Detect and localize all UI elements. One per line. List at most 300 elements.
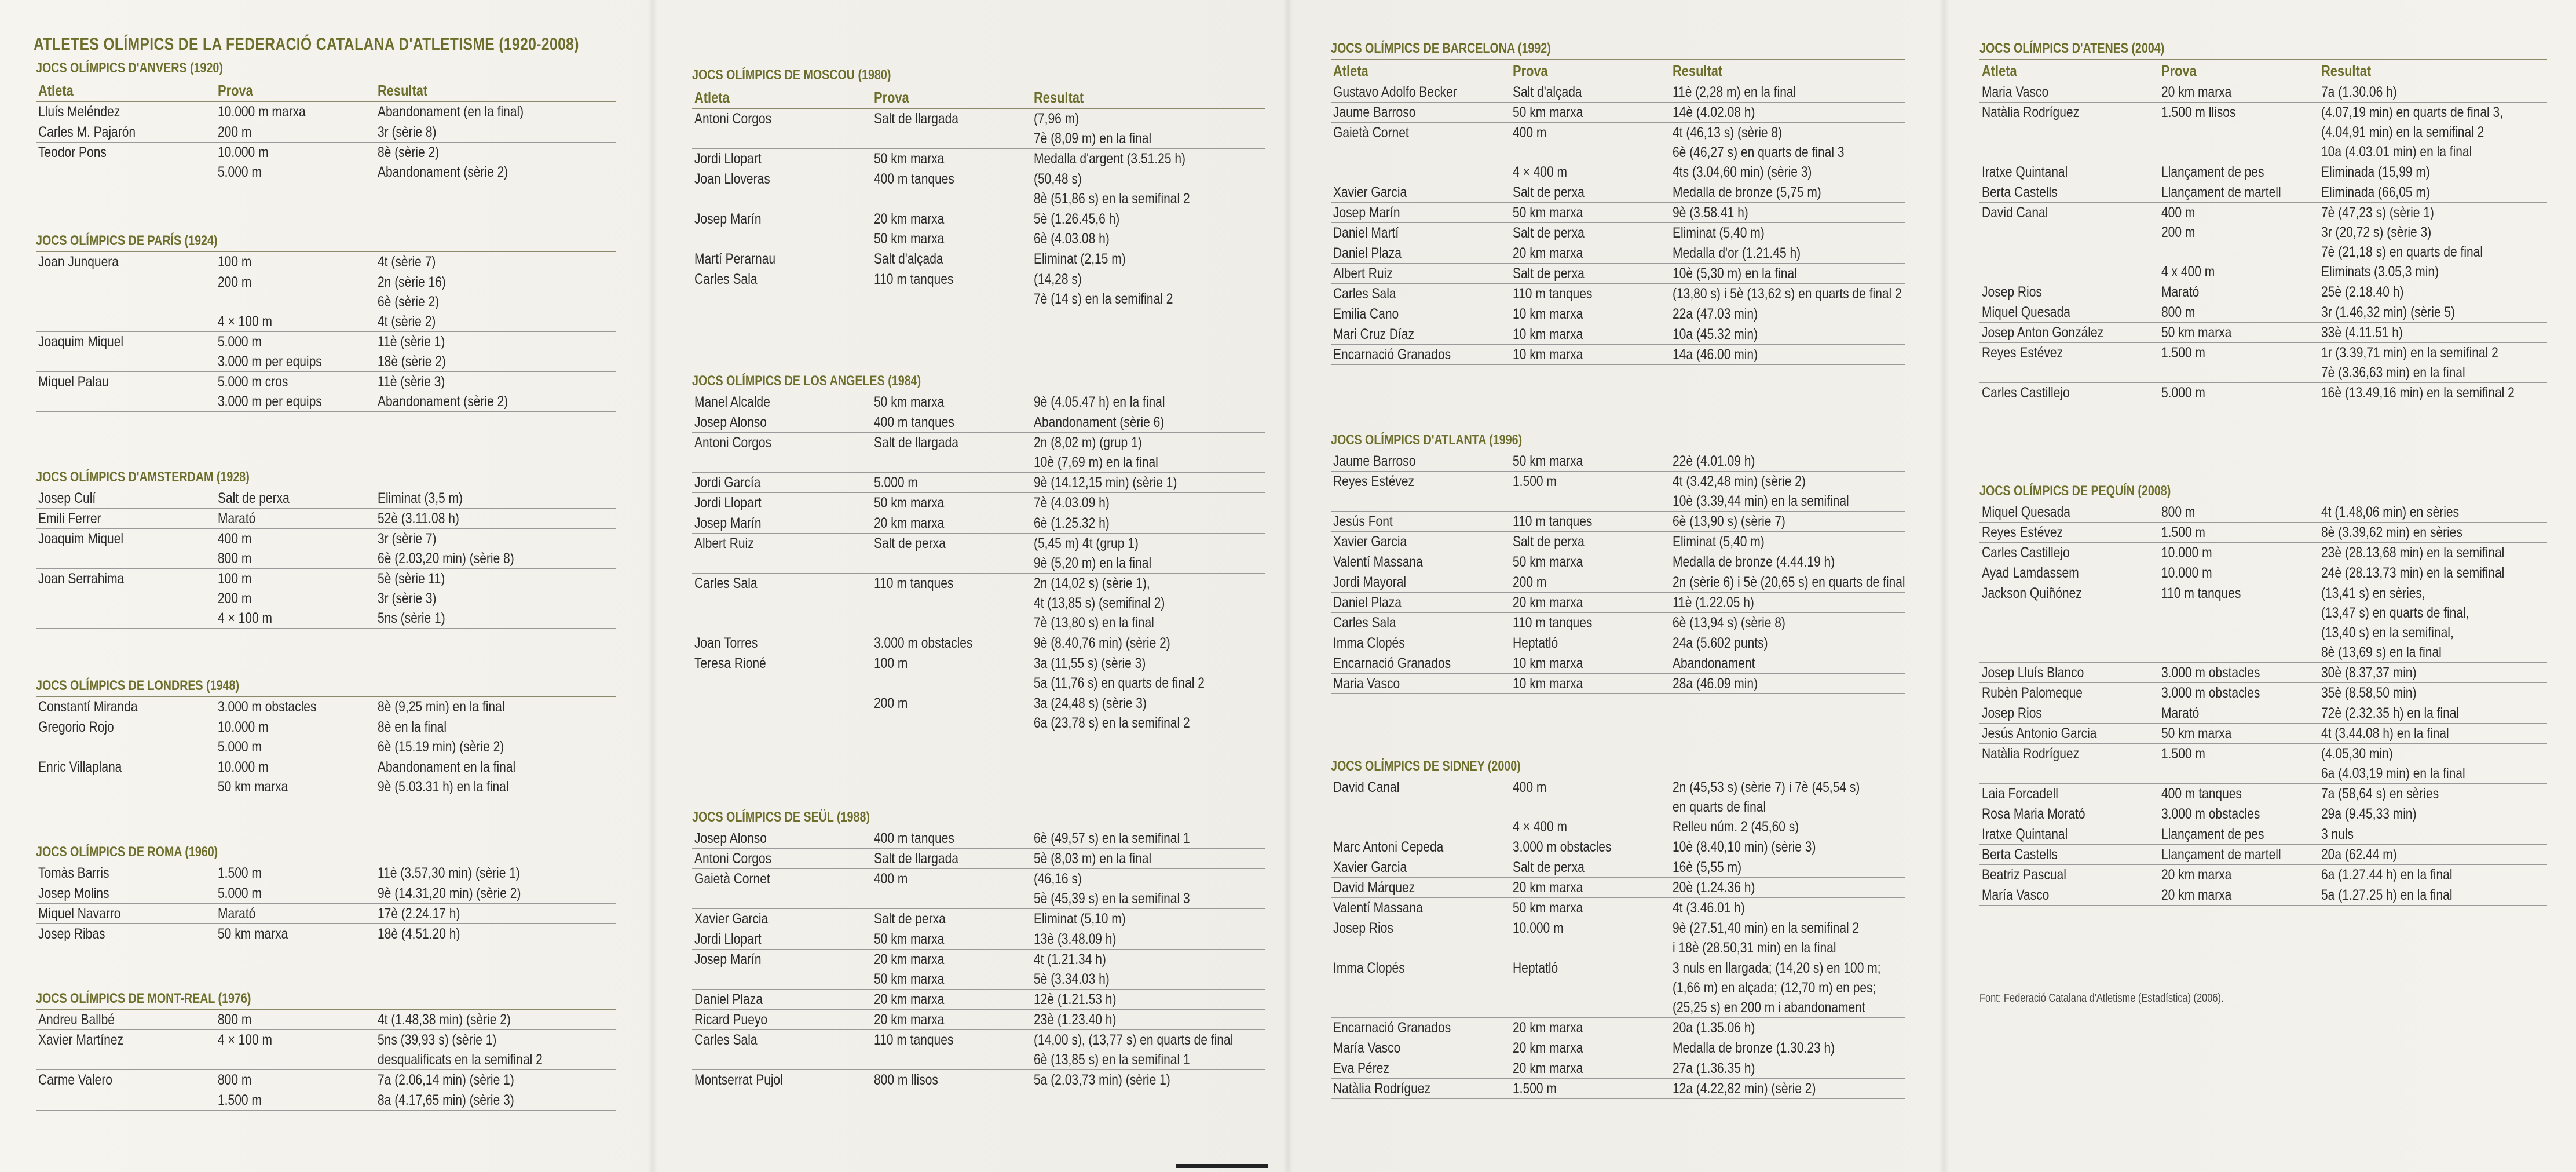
athlete-cell bbox=[692, 473, 874, 492]
cell-line: 6è (4.03.08 h) bbox=[1034, 231, 1110, 247]
event-cell bbox=[874, 929, 1034, 949]
games-section bbox=[1331, 38, 1905, 365]
event-cell bbox=[2161, 82, 2321, 102]
result-cell bbox=[2321, 543, 2547, 563]
table-row bbox=[1979, 302, 2547, 323]
cell-line: 6è (sèrie 2) bbox=[378, 294, 440, 310]
cell-line: Eva Pérez bbox=[1333, 1060, 1389, 1076]
cell-line: 10.000 m bbox=[2161, 545, 2212, 561]
athlete-cell bbox=[36, 863, 218, 883]
table-row bbox=[1331, 958, 1905, 1018]
event-cell bbox=[218, 757, 378, 797]
cell-line: David Canal bbox=[1982, 205, 2048, 221]
cell-line: 5.000 m bbox=[218, 334, 262, 350]
cell-line: 7è (8,09 m) en la final bbox=[1034, 130, 1152, 147]
event-cell bbox=[2161, 302, 2321, 322]
athlete-cell bbox=[1979, 683, 2161, 703]
header-result bbox=[2321, 60, 2547, 82]
result-cell bbox=[1034, 693, 1265, 733]
athlete-cell bbox=[1979, 583, 2161, 662]
cell-line: Jaume Barroso bbox=[1333, 104, 1416, 121]
event-cell bbox=[1513, 1058, 1673, 1078]
games-section bbox=[1979, 481, 2547, 906]
event-cell bbox=[1513, 324, 1673, 344]
result-cell bbox=[1673, 103, 1905, 122]
cell-line: 7è (47,23 s) (sèrie 1) bbox=[2321, 205, 2434, 221]
cell-line: Carles Sala bbox=[694, 1032, 758, 1048]
cell-line: Laia Forcadell bbox=[1982, 786, 2058, 802]
cell-line: 16è (5,55 m) bbox=[1673, 859, 1742, 875]
cell-line: 18è (sèrie 2) bbox=[378, 353, 446, 370]
cell-line: Heptatló bbox=[1513, 635, 1558, 651]
table-header bbox=[692, 86, 1265, 109]
result-cell bbox=[378, 529, 616, 568]
cell-line: 50 km marxa bbox=[1513, 554, 1583, 570]
cell-line: 5è (3.34.03 h) bbox=[1034, 971, 1110, 987]
event-cell bbox=[218, 863, 378, 883]
page-divider bbox=[1283, 0, 1293, 1172]
cell-line: Jaume Barroso bbox=[1333, 453, 1416, 469]
event-cell bbox=[1513, 837, 1673, 857]
table-row bbox=[36, 863, 616, 883]
cell-line: Medalla d'argent (3.51.25 h) bbox=[1034, 151, 1186, 167]
table-row bbox=[36, 509, 616, 529]
cell-line: 23è (1.23.40 h) bbox=[1034, 1012, 1117, 1028]
result-cell bbox=[1673, 472, 1905, 511]
cell-line: 5.000 m bbox=[2161, 385, 2205, 401]
table-row bbox=[1331, 123, 1905, 182]
result-cell bbox=[1034, 653, 1265, 693]
result-cell bbox=[1673, 837, 1905, 857]
event-cell bbox=[1513, 264, 1673, 283]
cell-line: 4 × 400 m bbox=[1513, 164, 1567, 180]
cell-line: 4t (46,13 s) (sèrie 8) bbox=[1673, 125, 1783, 141]
table-row bbox=[692, 493, 1265, 513]
table-body bbox=[1331, 82, 1905, 365]
event-cell bbox=[874, 392, 1034, 412]
event-cell bbox=[1513, 552, 1673, 572]
event-cell bbox=[218, 1090, 378, 1110]
cell-line: Miquel Quesada bbox=[1982, 504, 2070, 520]
table-row bbox=[36, 757, 616, 797]
table-row bbox=[36, 529, 616, 569]
cell-line: 10.000 m bbox=[2161, 565, 2212, 581]
athlete-cell bbox=[36, 1010, 218, 1029]
cell-line bbox=[694, 693, 845, 713]
cell-line: 50 km marxa bbox=[874, 495, 945, 511]
athlete-cell bbox=[1979, 502, 2161, 522]
athlete-cell bbox=[1331, 918, 1513, 958]
cell-line: Reyes Estévez bbox=[1333, 473, 1415, 490]
cell-line: 110 m tanques bbox=[1513, 615, 1593, 631]
athlete-cell bbox=[1331, 857, 1513, 877]
event-cell bbox=[1513, 243, 1673, 263]
cell-line: Heptatló bbox=[1513, 960, 1558, 976]
cell-line: 25è (2.18.40 h) bbox=[2321, 284, 2404, 300]
header-event bbox=[1513, 60, 1673, 82]
athlete-cell bbox=[1979, 543, 2161, 563]
cell-line: 6è (49,57 s) en la semifinal 1 bbox=[1034, 830, 1190, 846]
athlete-cell bbox=[692, 1070, 874, 1090]
athlete-cell bbox=[36, 1030, 218, 1069]
cell-line: 3.000 m per equips bbox=[218, 393, 322, 410]
cell-line: 5.000 m bbox=[218, 739, 262, 755]
cell-line: 11è (2,28 m) en la final bbox=[1673, 84, 1796, 100]
cell-line: Carles M. Pajarón bbox=[38, 124, 136, 140]
result-cell bbox=[378, 122, 616, 142]
cell-line: 20è (1.24.36 h) bbox=[1673, 879, 1755, 896]
table-row bbox=[692, 950, 1265, 990]
cell-line: 20 km marxa bbox=[1513, 594, 1583, 611]
cell-line: 5a (1.27.25 h) en la final bbox=[2321, 887, 2453, 903]
cell-line: 100 m bbox=[218, 571, 252, 587]
athlete-cell bbox=[1331, 532, 1513, 552]
athlete-cell bbox=[692, 1010, 874, 1029]
cell-line: Mari Cruz Díaz bbox=[1333, 326, 1415, 342]
cell-line: Miquel Palau bbox=[38, 374, 109, 390]
athlete-cell bbox=[692, 513, 874, 533]
cell-line bbox=[1513, 143, 1647, 162]
cell-line: 7è (21,18 s) en quarts de final bbox=[2321, 244, 2483, 260]
cell-line: Joaquim Miquel bbox=[38, 531, 124, 547]
event-cell bbox=[874, 909, 1034, 929]
section-title: JOCS OLÍMPICS DE MOSCOU (1980) bbox=[692, 67, 891, 83]
cell-line: 3.000 m per equips bbox=[218, 353, 322, 370]
cell-line: 4t (3.44.08 h) en la final bbox=[2321, 725, 2449, 742]
cell-line: 3.000 m obstacles bbox=[1513, 839, 1612, 855]
table-row bbox=[1979, 282, 2547, 302]
cell-line: (4.04,91 min) en la semifinal 2 bbox=[2321, 124, 2484, 140]
athlete-cell bbox=[1331, 345, 1513, 364]
cell-line: 110 m tanques bbox=[1513, 513, 1593, 530]
cell-line: 10 km marxa bbox=[1513, 306, 1583, 322]
result-cell bbox=[2321, 162, 2547, 182]
cell-line: 4 x 400 m bbox=[2161, 264, 2215, 280]
section-title: JOCS OLÍMPICS D'ATENES (2004) bbox=[1979, 41, 2165, 56]
cell-line: Llançament de pes bbox=[2161, 164, 2264, 180]
cell-line: (5,45 m) 4t (grup 1) bbox=[1034, 535, 1139, 552]
result-cell bbox=[1673, 572, 1905, 592]
athlete-cell bbox=[1979, 563, 2161, 583]
cell-line: Carles Castillejo bbox=[1982, 545, 2070, 561]
athlete-cell bbox=[1979, 383, 2161, 403]
cell-line: 20 km marxa bbox=[1513, 1040, 1583, 1056]
result-cell bbox=[1673, 552, 1905, 572]
cell-line: 14a (46.00 min) bbox=[1673, 346, 1758, 363]
cell-line: 110 m tanques bbox=[874, 1032, 954, 1048]
cell-line: 5è (8,03 m) en la final bbox=[1034, 850, 1152, 867]
cell-line: Teresa Rioné bbox=[694, 655, 766, 671]
event-cell bbox=[1513, 572, 1673, 592]
event-cell bbox=[218, 529, 378, 568]
section-title: JOCS OLÍMPICS DE SIDNEY (2000) bbox=[1331, 758, 1521, 774]
cell-line: 200 m bbox=[218, 590, 252, 607]
cell-line: Natàlia Rodríguez bbox=[1333, 1080, 1431, 1097]
header-event bbox=[874, 86, 1034, 108]
table-row bbox=[1331, 552, 1905, 572]
cell-line: Daniel Plaza bbox=[1333, 594, 1402, 611]
cell-line: 14è (4.02.08 h) bbox=[1673, 104, 1755, 121]
cell-line: Salt de perxa bbox=[1513, 534, 1585, 550]
cell-line: Albert Ruiz bbox=[694, 535, 754, 552]
cell-line: Marc Antoni Cepeda bbox=[1333, 839, 1444, 855]
cell-line: 6è (13,90 s) (sèrie 7) bbox=[1673, 513, 1785, 530]
cell-line: Salt de llargada bbox=[874, 435, 958, 451]
table-row bbox=[36, 904, 616, 924]
athlete-cell bbox=[1331, 1038, 1513, 1058]
cell-line: Josep Rios bbox=[1333, 920, 1393, 936]
cell-line: Antoni Corgos bbox=[694, 435, 772, 451]
cell-line: Montserrat Pujol bbox=[694, 1072, 783, 1088]
games-section bbox=[1331, 430, 1905, 694]
result-cell bbox=[1673, 857, 1905, 877]
cell-line: Lluís Meléndez bbox=[38, 104, 120, 120]
table-body bbox=[36, 863, 616, 944]
cell-line: Carme Valero bbox=[38, 1072, 112, 1088]
event-cell bbox=[1513, 857, 1673, 877]
cell-line: Eliminada (66,05 m) bbox=[2321, 184, 2430, 200]
result-cell bbox=[2321, 885, 2547, 905]
cell-line: 10.000 m bbox=[1513, 920, 1564, 936]
cell-line: 7è (3.36,63 min) en la final bbox=[2321, 364, 2465, 381]
cell-line: Rosa Maria Morató bbox=[1982, 806, 2085, 822]
cell-line: Eliminat (5,40 m) bbox=[1673, 225, 1765, 241]
cell-line: 2n (14,02 s) (sèrie 1), bbox=[1034, 575, 1150, 592]
result-cell bbox=[2321, 744, 2547, 783]
cell-line: Abandonament bbox=[1673, 655, 1755, 671]
event-cell bbox=[218, 509, 378, 528]
cell-line: 3r (20,72 s) (sèrie 3) bbox=[2321, 224, 2432, 240]
cell-line: 3.000 m obstacles bbox=[2161, 685, 2260, 701]
table-row bbox=[692, 909, 1265, 929]
cell-line: 10è (3.39,44 min) en la semifinal bbox=[1673, 493, 1849, 509]
result-cell bbox=[378, 488, 616, 508]
cell-line: María Vasco bbox=[1982, 887, 2050, 903]
cell-line: 9è (3.58.41 h) bbox=[1673, 205, 1748, 221]
event-cell bbox=[874, 828, 1034, 848]
table-row bbox=[692, 412, 1265, 433]
result-cell bbox=[2321, 663, 2547, 682]
table-row bbox=[1979, 182, 2547, 203]
cell-line: Miquel Navarro bbox=[38, 906, 121, 922]
athlete-cell bbox=[692, 1030, 874, 1069]
table-body bbox=[692, 828, 1265, 1090]
cell-line: en quarts de final bbox=[1673, 799, 1766, 815]
table-body bbox=[36, 252, 616, 412]
event-cell bbox=[1513, 345, 1673, 364]
athlete-cell bbox=[692, 149, 874, 169]
cell-line: Iratxe Quintanal bbox=[1982, 164, 2068, 180]
table-row bbox=[1331, 264, 1905, 284]
table-row bbox=[36, 488, 616, 509]
cell-line: Joan Lloveras bbox=[694, 171, 770, 187]
cell-line: 8a (4.17,65 min) (sèrie 3) bbox=[378, 1092, 514, 1108]
athlete-cell bbox=[692, 869, 874, 908]
event-cell bbox=[1513, 777, 1673, 837]
cell-line: 11è (sèrie 1) bbox=[378, 334, 445, 350]
cell-line: 50 km marxa bbox=[1513, 104, 1583, 121]
cell-line: 50 km marxa bbox=[874, 931, 945, 947]
athlete-cell bbox=[692, 950, 874, 989]
cell-line: 50 km marxa bbox=[1513, 900, 1583, 916]
header-result bbox=[1034, 86, 1265, 108]
table-row bbox=[1331, 472, 1905, 512]
cell-line: 3.000 m obstacles bbox=[874, 635, 973, 651]
cell-line: 6è (46,27 s) en quarts de final 3 bbox=[1673, 144, 1845, 160]
event-cell bbox=[218, 569, 378, 628]
table-body bbox=[692, 392, 1265, 733]
athlete-cell bbox=[1979, 824, 2161, 844]
cell-line: 20 km marxa bbox=[874, 991, 945, 1007]
table-row bbox=[1331, 572, 1905, 593]
event-cell bbox=[2161, 103, 2321, 162]
table-row bbox=[1979, 502, 2547, 523]
result-cell bbox=[1673, 451, 1905, 471]
cell-line: Antoni Corgos bbox=[694, 111, 772, 127]
result-cell bbox=[2321, 804, 2547, 824]
event-cell bbox=[1513, 674, 1673, 693]
athlete-cell bbox=[36, 488, 218, 508]
cell-line: Jordi Llopart bbox=[694, 495, 762, 511]
cell-line: 20 km marxa bbox=[874, 951, 945, 967]
cell-line: 2n (sèrie 6) i 5è (20,65 s) en quarts de final bbox=[1673, 574, 1905, 590]
cell-line: 3r (1.46,32 min) (sèrie 5) bbox=[2321, 304, 2456, 320]
table-row bbox=[36, 1070, 616, 1090]
result-cell bbox=[1034, 534, 1265, 573]
result-cell bbox=[378, 332, 616, 371]
table-row bbox=[1331, 304, 1905, 324]
cell-line: 110 m tanques bbox=[874, 575, 954, 592]
result-cell bbox=[2321, 724, 2547, 743]
cell-line: Encarnació Granados bbox=[1333, 346, 1451, 363]
cell-line: 20 km marxa bbox=[874, 211, 945, 227]
cell-line: 10è (7,69 m) en la final bbox=[1034, 454, 1158, 470]
section-title: JOCS OLÍMPICS D'ANVERS (1920) bbox=[36, 60, 223, 76]
table-row bbox=[692, 534, 1265, 574]
table-row bbox=[1331, 1038, 1905, 1058]
cell-line: Salt de perxa bbox=[874, 535, 946, 552]
cell-line: 4 × 100 m bbox=[218, 313, 272, 330]
result-cell bbox=[2321, 203, 2547, 282]
result-cell bbox=[2321, 824, 2547, 844]
cell-line: 7è (4.03.09 h) bbox=[1034, 495, 1110, 511]
header-athlete-label: Atleta bbox=[1333, 62, 1368, 79]
cell-line: 50 km marxa bbox=[874, 151, 945, 167]
result-cell bbox=[378, 757, 616, 797]
cell-line: Carles Sala bbox=[1333, 286, 1396, 302]
cell-line: 9è (8.40,76 min) (sèrie 2) bbox=[1034, 635, 1170, 651]
cell-line: Berta Castells bbox=[1982, 184, 2058, 200]
result-cell bbox=[1034, 929, 1265, 949]
cell-line: (14,28 s) bbox=[1034, 271, 1082, 287]
header-result-label: Resultat bbox=[378, 82, 428, 99]
athlete-cell bbox=[36, 272, 218, 331]
result-cell bbox=[1673, 203, 1905, 222]
event-cell bbox=[1513, 182, 1673, 202]
cell-line: 4t (1.21.34 h) bbox=[1034, 951, 1106, 967]
cell-line: Salt de llargada bbox=[874, 111, 958, 127]
cell-line: 6a (23,78 s) en la semifinal 2 bbox=[1034, 715, 1190, 731]
cell-line: Salt de perxa bbox=[218, 490, 290, 506]
event-cell bbox=[2161, 563, 2321, 583]
event-cell bbox=[218, 488, 378, 508]
athlete-cell bbox=[692, 433, 874, 472]
cell-line: Daniel Martí bbox=[1333, 225, 1399, 241]
cell-line: 8è (sèrie 2) bbox=[378, 144, 440, 160]
result-cell bbox=[378, 697, 616, 717]
cell-line: Gustavo Adolfo Becker bbox=[1333, 84, 1457, 100]
athlete-cell bbox=[1979, 182, 2161, 202]
cell-line: 5.000 m bbox=[218, 164, 262, 180]
header-result bbox=[378, 79, 616, 101]
cell-line: Jordi Mayoral bbox=[1333, 574, 1407, 590]
header-event-label: Prova bbox=[874, 89, 909, 106]
games-section bbox=[692, 65, 1265, 309]
table-row bbox=[1979, 563, 2547, 583]
cell-line: 4t (3.42,48 min) (sèrie 2) bbox=[1673, 473, 1806, 490]
athlete-cell bbox=[1331, 284, 1513, 304]
cell-line: 4t (sèrie 2) bbox=[378, 313, 436, 330]
cell-line: 100 m bbox=[874, 655, 908, 671]
section-title: JOCS OLÍMPICS DE PEQUÍN (2008) bbox=[1979, 483, 2171, 499]
result-cell bbox=[2321, 784, 2547, 804]
result-cell bbox=[378, 904, 616, 923]
result-cell bbox=[378, 1010, 616, 1029]
cell-line: Marató bbox=[218, 510, 256, 527]
table-row bbox=[36, 272, 616, 332]
cell-line: Joaquim Miquel bbox=[38, 334, 124, 350]
cell-line: Emili Ferrer bbox=[38, 510, 101, 527]
result-cell bbox=[2321, 583, 2547, 662]
cell-line: 11è (1.22.05 h) bbox=[1673, 594, 1754, 611]
cell-line: 20a (1.35.06 h) bbox=[1673, 1020, 1755, 1036]
header-result-label: Resultat bbox=[1673, 62, 1723, 79]
result-cell bbox=[1034, 909, 1265, 929]
table-row bbox=[36, 697, 616, 717]
event-cell bbox=[1513, 123, 1673, 182]
cell-line: 6è (15.19 min) (sèrie 2) bbox=[378, 739, 504, 755]
result-cell bbox=[1034, 869, 1265, 908]
cell-line: Valentí Massana bbox=[1333, 554, 1423, 570]
cell-line: Manel Alcalde bbox=[694, 394, 770, 410]
result-cell bbox=[2321, 302, 2547, 322]
cell-line: Gregorio Rojo bbox=[38, 719, 114, 735]
table-row bbox=[692, 849, 1265, 869]
cell-line: 20 km marxa bbox=[1513, 879, 1583, 896]
header-event bbox=[2161, 60, 2321, 82]
cell-line: 72è (2.32.35 h) en la final bbox=[2321, 705, 2460, 721]
cell-line: desqualificats en la semifinal 2 bbox=[378, 1051, 543, 1068]
result-cell bbox=[378, 1070, 616, 1090]
result-cell bbox=[378, 1030, 616, 1069]
header-event bbox=[218, 79, 378, 101]
cell-line: Jackson Quiñónez bbox=[1982, 585, 2082, 601]
cell-line: 50 km marxa bbox=[1513, 453, 1583, 469]
table-row bbox=[1331, 653, 1905, 674]
cell-line: 10 km marxa bbox=[1513, 326, 1583, 342]
cell-line: Antoni Corgos bbox=[694, 850, 772, 867]
section-title: JOCS OLÍMPICS D'AMSTERDAM (1928) bbox=[36, 469, 250, 485]
cell-line: 1.500 m llisos bbox=[2161, 104, 2236, 121]
result-cell bbox=[1673, 613, 1905, 633]
athlete-cell bbox=[1331, 182, 1513, 202]
event-cell bbox=[1513, 898, 1673, 918]
athlete-cell bbox=[1331, 593, 1513, 612]
cell-line: 5a (2.03,73 min) (sèrie 1) bbox=[1034, 1072, 1170, 1088]
athlete-cell bbox=[692, 269, 874, 309]
cell-line: 33è (4.11.51 h) bbox=[2321, 324, 2403, 341]
cell-line: (1,66 m) en alçada; (12,70 m) en pes; bbox=[1673, 980, 1876, 996]
